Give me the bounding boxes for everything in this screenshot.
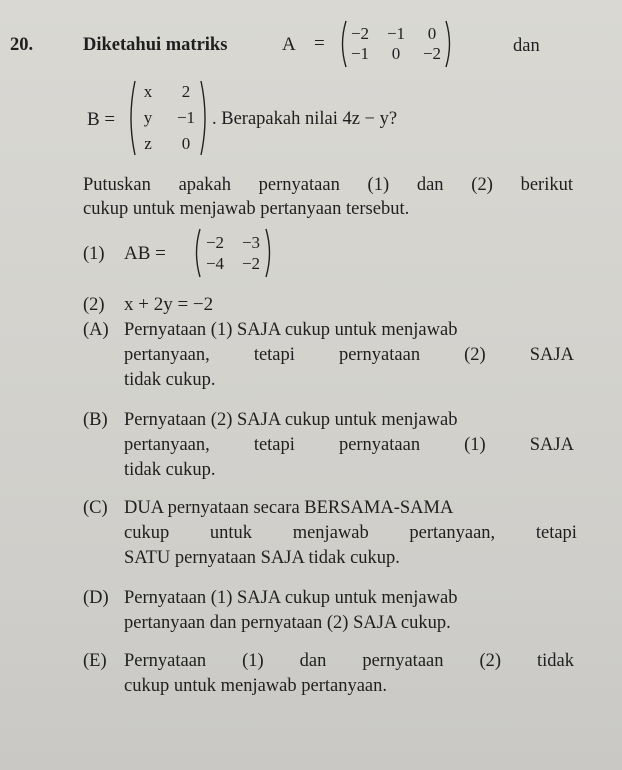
matrix-a-cell-r1c2: −1 bbox=[386, 24, 406, 43]
matrix-a-label: A bbox=[282, 34, 296, 55]
option-c-letter: (C) bbox=[83, 498, 108, 518]
matrix-a-cell-r2c1: −1 bbox=[350, 44, 370, 63]
option-d-letter: (D) bbox=[83, 588, 109, 608]
option-a-line-1: Pernyataan (1) SAJA cukup untuk menjawab bbox=[124, 320, 458, 340]
matrix-a-cell-r2c3: −2 bbox=[422, 44, 442, 63]
question-number: 20. bbox=[10, 35, 34, 55]
option-c-line-2: cukup untuk menjawab pertanyaan, tetapi bbox=[124, 523, 577, 543]
right-paren-icon bbox=[265, 228, 274, 278]
instruction-line-1: Putuskan apakah pernyataan (1) dan (2) berikut bbox=[83, 175, 573, 195]
matrix-b-label: B = bbox=[87, 109, 116, 130]
matrix-b-cell-r3c2: 0 bbox=[181, 134, 191, 153]
matrix-a-cell-r1c3: 0 bbox=[427, 24, 437, 43]
left-paren-icon bbox=[126, 80, 136, 156]
statement-1-lhs: AB = bbox=[124, 243, 166, 264]
option-c-line-3: SATU pernyataan SAJA tidak cukup. bbox=[124, 548, 400, 568]
statement-1-matrix bbox=[192, 228, 274, 278]
statement-1-matrix-cell-r1c1: −2 bbox=[205, 232, 225, 252]
option-d-line-2: pertanyaan dan pernyataan (2) SAJA cukup. bbox=[124, 613, 451, 633]
option-d-line-1: Pernyataan (1) SAJA cukup untuk menjawab bbox=[124, 588, 458, 608]
option-a-letter: (A) bbox=[83, 320, 109, 340]
statement-2-equation: x + 2y = −2 bbox=[124, 294, 214, 315]
question-intro: Diketahui matriks bbox=[83, 35, 228, 55]
option-b-line-2: pertanyaan, tetapi pernyataan (1) SAJA bbox=[124, 435, 574, 455]
matrix-a-cell-r2c2: 0 bbox=[391, 44, 401, 63]
equals-sign: = bbox=[314, 33, 325, 54]
option-e-letter: (E) bbox=[83, 651, 107, 671]
matrix-b-cell-r3c1: z bbox=[144, 134, 152, 153]
question-ask: . Berapakah nilai 4z − y? bbox=[212, 109, 398, 129]
statement-2-label: (2) bbox=[83, 295, 105, 315]
right-paren-icon bbox=[445, 20, 454, 68]
matrix-b-cell-r1c1: x bbox=[143, 82, 153, 101]
matrix-b bbox=[126, 80, 210, 156]
statement-1-label: (1) bbox=[83, 244, 105, 264]
matrix-a bbox=[338, 20, 454, 68]
left-paren-icon bbox=[338, 20, 347, 68]
option-c-line-1: DUA pernyataan secara BERSAMA-SAMA bbox=[124, 498, 454, 518]
option-a-line-2: pertanyaan, tetapi pernyataan (2) SAJA bbox=[124, 345, 574, 365]
conjunction-dan: dan bbox=[513, 36, 540, 56]
matrix-b-cell-r2c2: −1 bbox=[176, 108, 196, 127]
option-e-line-2: cukup untuk menjawab pertanyaan. bbox=[124, 676, 388, 696]
instruction-line-2: cukup untuk menjawab pertanyaan tersebut. bbox=[83, 199, 410, 219]
matrix-b-cell-r1c2: 2 bbox=[181, 82, 191, 101]
matrix-a-cell-r1c1: −2 bbox=[350, 24, 370, 43]
option-e-line-1: Pernyataan (1) dan pernyataan (2) tidak bbox=[124, 651, 574, 671]
statement-1-matrix-cell-r2c1: −4 bbox=[205, 253, 225, 273]
option-b-line-3: tidak cukup. bbox=[124, 460, 216, 480]
option-a-line-3: tidak cukup. bbox=[124, 370, 216, 390]
right-paren-icon bbox=[200, 80, 210, 156]
option-b-letter: (B) bbox=[83, 410, 108, 430]
statement-1-matrix-cell-r2c2: −2 bbox=[241, 253, 261, 273]
matrix-b-cell-r2c1: y bbox=[143, 108, 153, 127]
option-b-line-1: Pernyataan (2) SAJA cukup untuk menjawab bbox=[124, 410, 458, 430]
left-paren-icon bbox=[192, 228, 201, 278]
statement-1-matrix-cell-r1c2: −3 bbox=[241, 232, 261, 252]
